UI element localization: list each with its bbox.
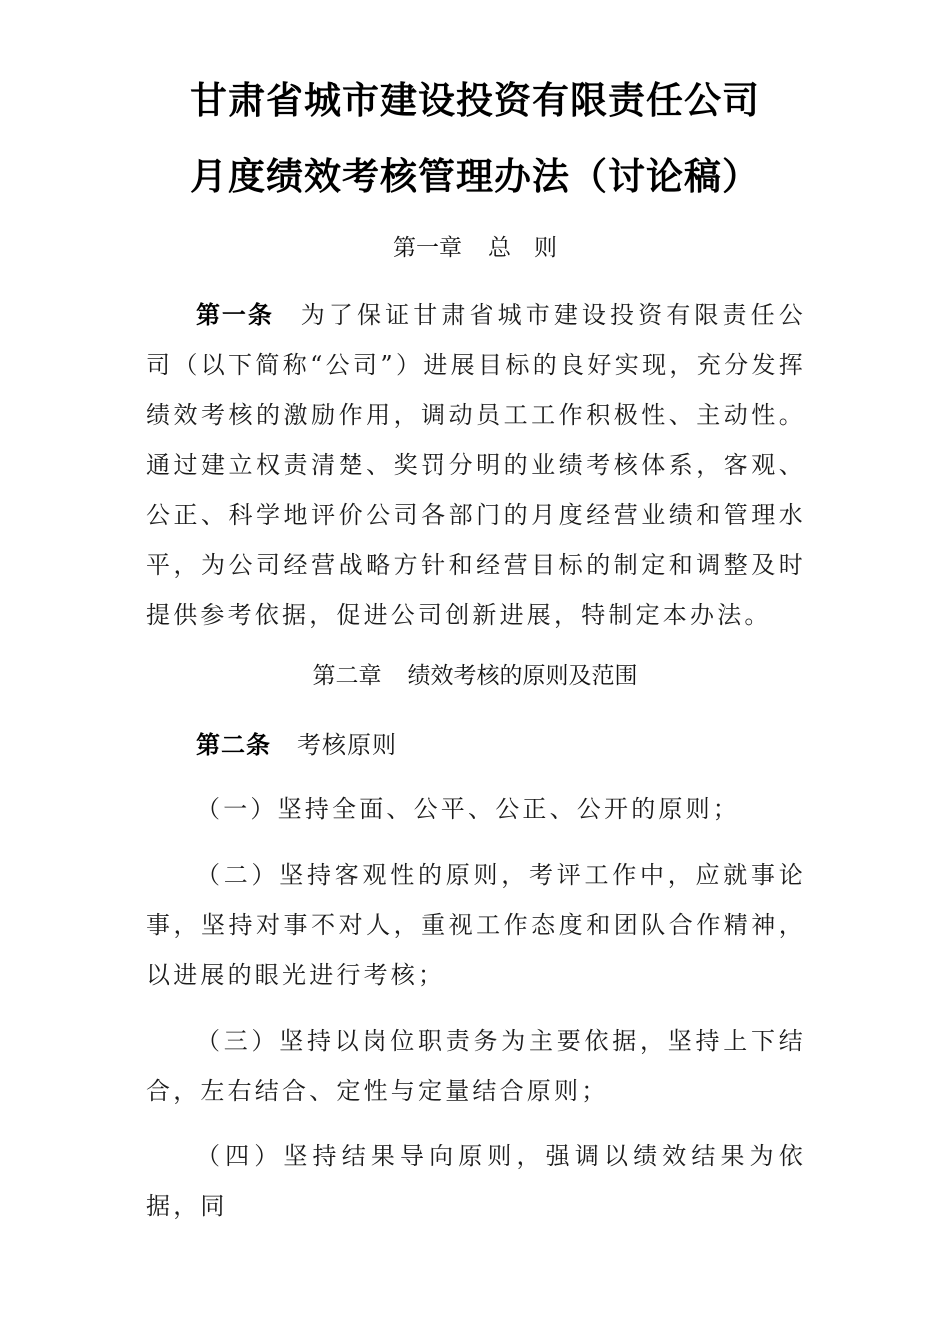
document-title-line1: 甘肃省城市建设投资有限责任公司 — [190, 78, 760, 122]
principle-2: （二）坚持客观性的原则，考评工作中，应就事论事，坚持对事不对人，重视工作态度和团队合作精神，以进展的眼光进行考核； — [146, 861, 806, 989]
principle-4: （四）坚持结果导向原则，强调以绩效结果为依据，同 — [146, 1142, 806, 1220]
article-2-paragraph — [146, 720, 806, 770]
article-1-text: 为了保证甘肃省城市建设投资有限责任公司（以下简称“公司”）进展目标的良好实现，充分发挥绩效考核的激励作用，调动员工工作积极性、主动性。通过建立权责清楚、奖罚分明的业绩考核体系，客观、公正、科学地评价公司各部门的月度经营业绩和管理水平，为公司经营战略方针和经营目标的制定和调整及时提供参考依据，促进公司创新进展，特制定本办法。 — [146, 301, 807, 629]
article-1-label: 第一条 — [196, 301, 274, 329]
chapter-2-name: 绩效考核的原则及范围 — [407, 663, 638, 689]
chapter-2-heading — [0, 661, 950, 691]
article-1-paragraph — [146, 290, 806, 640]
principle-1: （一）坚持全面、公平、公正、公开的原则； — [196, 795, 740, 823]
document-title-line2: 月度绩效考核管理办法（讨论稿） — [190, 154, 760, 198]
chapter-1-label: 第一章 — [393, 235, 462, 261]
article-2-text: 考核原则 — [297, 731, 397, 759]
chapter-1-heading — [0, 233, 950, 263]
chapter-2-label: 第二章 — [312, 663, 382, 689]
chapter-1-name: 总 则 — [488, 235, 557, 261]
principle-3: （三）坚持以岗位职责务为主要依据，坚持上下结合，左右结合、定性与定量结合原则； — [146, 1027, 806, 1105]
article-2-label: 第二条 — [196, 731, 271, 759]
